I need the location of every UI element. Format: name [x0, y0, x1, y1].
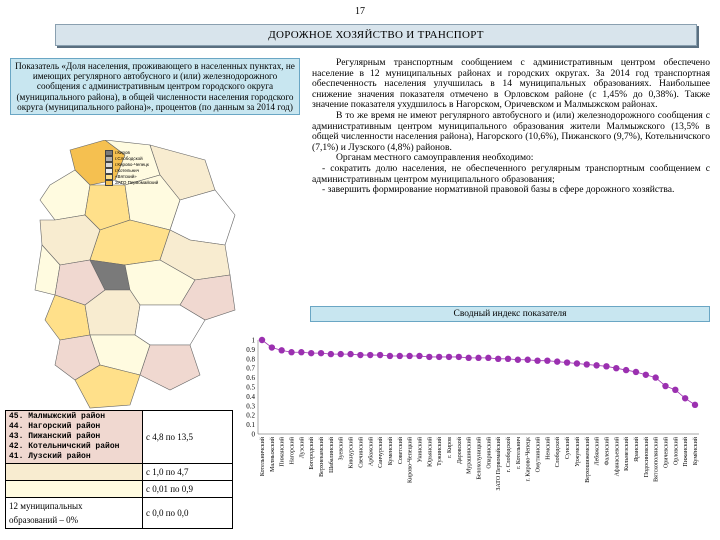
- map-legend-item: г.Котельнич: [105, 168, 158, 174]
- x-tick-label: Шабалинский: [328, 437, 335, 473]
- data-point: [495, 356, 501, 362]
- paragraph: Органам местного самоуправления необходимо:: [336, 152, 534, 164]
- indicator-description: Показатель «Доля населения, проживающего в населенных пунктах, не имеющих регулярного автобусного и (или) железнодорожного сообщения с административным центром городского округа (муниципального района), в общей численности населения городского округа (муниципального района)», процентов (по данным за 2014 год): [10, 58, 300, 115]
- x-tick-label: Кумёнский: [693, 437, 699, 466]
- data-point: [672, 387, 678, 393]
- chart-title: Сводный индекс показателя: [310, 306, 710, 322]
- legend-table: [5, 410, 233, 529]
- y-tick-label: 0.6: [246, 374, 255, 383]
- data-point: [593, 362, 599, 368]
- data-point: [318, 350, 324, 356]
- data-point: [288, 349, 294, 355]
- data-point: [436, 354, 442, 360]
- data-point: [367, 352, 373, 358]
- y-tick-label: 0.8: [246, 355, 255, 364]
- table-row: [6, 481, 233, 498]
- map-legend-item: ЗАТО Первомайский: [105, 180, 158, 186]
- data-point: [682, 395, 688, 401]
- x-tick-label: Кильмезский: [624, 437, 631, 471]
- x-tick-label: г. Котельнич: [515, 437, 522, 469]
- data-point: [633, 369, 639, 375]
- data-point: [416, 353, 422, 359]
- x-tick-label: Котельничский: [260, 437, 266, 477]
- y-tick-label: 0.1: [246, 421, 255, 430]
- data-point: [613, 365, 619, 371]
- x-tick-label: Зуевский: [338, 437, 345, 461]
- x-tick-label: Уржумский: [574, 437, 581, 467]
- data-point: [652, 374, 658, 380]
- x-tick-label: Яранский: [633, 437, 640, 462]
- data-point: [259, 337, 265, 343]
- series-line: [262, 340, 695, 405]
- table-row: [6, 411, 233, 464]
- data-point: [623, 367, 629, 373]
- x-tick-label: г. Киров: [446, 437, 453, 458]
- data-point: [308, 350, 314, 356]
- x-tick-label: Лебяжский: [594, 437, 601, 466]
- legend-swatch: [105, 180, 113, 186]
- data-point: [603, 363, 609, 369]
- x-tick-label: Верхнекамский: [319, 437, 326, 477]
- map-legend-item: г.Кирово-Чепецк: [105, 162, 158, 168]
- y-tick-label: 0.7: [246, 364, 255, 373]
- table-cell-range: с 0,0 по 0,0: [143, 498, 233, 529]
- paragraph: - завершить формирование нормативной правовой базы в сфере дорожного хозяйства.: [322, 184, 675, 196]
- x-tick-label: Опаринский: [486, 437, 493, 469]
- data-point: [662, 383, 668, 389]
- x-tick-label: Куменский: [387, 437, 394, 466]
- data-point: [505, 356, 511, 362]
- x-tick-label: Верхошижемский: [584, 437, 591, 483]
- data-point: [357, 352, 363, 358]
- data-point: [446, 354, 452, 360]
- data-point: [298, 349, 304, 355]
- map-region: [40, 170, 90, 220]
- data-point: [269, 344, 275, 350]
- data-point: [465, 355, 471, 361]
- data-point: [584, 361, 590, 367]
- data-point: [485, 355, 491, 361]
- table-row: [6, 464, 233, 481]
- data-point: [534, 357, 540, 363]
- data-point: [426, 354, 432, 360]
- x-tick-label: Малмыжский: [269, 437, 276, 472]
- page-number: 17: [355, 6, 365, 17]
- x-tick-label: Даровской: [456, 437, 463, 465]
- x-tick-label: Советский: [397, 437, 404, 465]
- map-region: [140, 345, 200, 390]
- x-tick-label: Афанасьевский: [614, 437, 621, 477]
- analysis-text: [312, 58, 710, 196]
- x-tick-label: Кирово-Чепецкий: [407, 437, 414, 483]
- data-point: [456, 354, 462, 360]
- data-point: [564, 359, 570, 365]
- data-point: [643, 372, 649, 378]
- x-tick-label: Омутнинский: [535, 437, 542, 473]
- data-point: [544, 357, 550, 363]
- x-tick-label: г. Кирово-Чепецк: [525, 437, 532, 482]
- table-cell-range: с 0,01 по 0,9: [143, 481, 233, 498]
- y-tick-label: 0.9: [246, 345, 255, 354]
- index-chart: [240, 334, 700, 540]
- map-legend-item: г.Киров: [105, 150, 158, 156]
- x-tick-label: Арбажский: [368, 437, 375, 467]
- x-tick-label: Пижанский: [683, 437, 690, 467]
- x-tick-label: Орловский: [673, 437, 680, 466]
- data-point: [475, 355, 481, 361]
- x-tick-label: ЗАТО Первомайский: [496, 437, 503, 491]
- data-point: [377, 352, 383, 358]
- table-cell-districts: 12 муниципальных образований – 0%: [6, 498, 143, 529]
- x-tick-label: Богородский: [309, 437, 316, 470]
- data-point: [328, 351, 334, 357]
- data-point: [387, 353, 393, 359]
- section-header: ДОРОЖНОЕ ХОЗЯЙСТВО И ТРАНСПОРТ: [55, 24, 697, 46]
- data-point: [574, 360, 580, 366]
- x-tick-label: Подосиновский: [643, 437, 650, 478]
- x-tick-label: Фаленский: [604, 437, 611, 466]
- table-row: [6, 498, 233, 529]
- y-tick-label: 0.4: [246, 392, 255, 401]
- data-point: [347, 351, 353, 357]
- x-tick-label: Юрьянский: [427, 437, 434, 467]
- x-tick-label: Унинский: [417, 437, 424, 463]
- x-tick-label: Оричевский: [663, 437, 670, 469]
- data-point: [525, 357, 531, 363]
- paragraph: Регулярным транспортным сообщением с административным центром обеспечено население в 12 муниципальных районах и городских округах. За 2014 год транспортная обеспеченность населения улучшилась в 14 муниципальных образованиях. Наибольшее снижение значения показателя отмечено в Орловском районе (с 1,45% до 0,38%). Также значение показателя ухудшилось в Нагорском, Оричевском и Малмыжском районах.: [312, 57, 710, 111]
- data-point: [338, 351, 344, 357]
- data-point: [515, 357, 521, 363]
- y-tick-label: 0.2: [246, 411, 255, 420]
- table-cell-districts: [6, 464, 143, 481]
- map-legend-item: г.Слободской: [105, 156, 158, 162]
- x-tick-label: г. Слободской: [506, 437, 513, 473]
- y-tick-label: 0: [251, 430, 255, 439]
- map-legend-item: «Вятский»: [105, 174, 158, 180]
- x-tick-label: Нагорский: [289, 437, 296, 465]
- x-tick-label: Белохолуницкий: [476, 437, 483, 480]
- table-cell-range: с 4,8 по 13,5: [143, 411, 233, 464]
- x-tick-label: Мурашинский: [466, 437, 473, 474]
- x-tick-label: Пижанский: [279, 437, 286, 467]
- map-legend: [105, 150, 158, 186]
- x-tick-label: Тужинский: [437, 437, 444, 466]
- x-tick-label: Слободской: [555, 437, 562, 468]
- paragraph: В то же время не имеют регулярного автобусного и (или) железнодорожного сообщения с административным центром муниципального образования жители Малмыжского (13,5% в общей численности населения района), Нагорского (10,6%), Пижанского (9,7%), Котельничского (7,1%) и Лузского (4,8%) районов.: [312, 109, 710, 153]
- data-point: [278, 347, 284, 353]
- y-tick-label: 0.3: [246, 402, 255, 411]
- y-tick-label: 1: [251, 336, 255, 345]
- x-tick-label: Санчурский: [378, 437, 385, 468]
- x-tick-label: Кикнурский: [348, 437, 355, 469]
- table-cell-range: с 1,0 по 4,7: [143, 464, 233, 481]
- data-point: [692, 402, 698, 408]
- x-tick-label: Немский: [545, 437, 552, 460]
- x-tick-label: Лузский: [299, 437, 306, 459]
- x-tick-label: Свечинский: [358, 437, 365, 468]
- x-tick-label: Сунский: [565, 437, 572, 460]
- x-tick-label: Вятскополянский: [653, 437, 660, 482]
- paragraph: - сократить долю населения, не обеспеченного регулярным транспортным сообщением с административным центром муниципального образования;: [312, 162, 710, 185]
- table-cell-districts: 45. Малмыжский район 44. Нагорский район 43. Пижанский район 42. Котельничский район 41. Лузский район: [6, 411, 143, 464]
- table-cell-districts: [6, 481, 143, 498]
- data-point: [397, 353, 403, 359]
- data-point: [406, 353, 412, 359]
- data-point: [554, 358, 560, 364]
- y-tick-label: 0.5: [246, 383, 255, 392]
